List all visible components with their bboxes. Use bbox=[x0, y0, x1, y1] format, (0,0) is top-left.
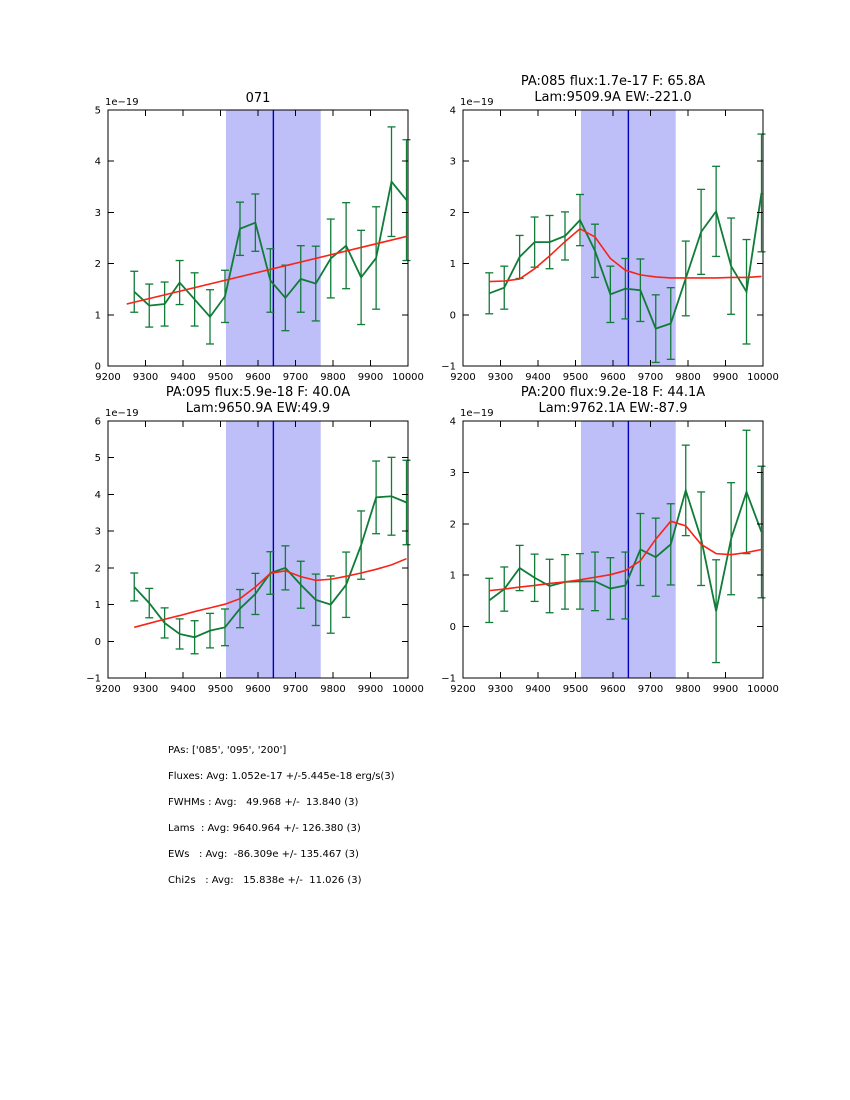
x-tick-label: 9300 bbox=[487, 684, 514, 695]
x-tick-label: 9700 bbox=[282, 372, 309, 383]
y-tick-label: 4 bbox=[94, 489, 101, 501]
y-tick-label: −1 bbox=[441, 361, 456, 373]
x-tick-label: 9200 bbox=[95, 684, 121, 695]
x-tick-label: 9800 bbox=[675, 684, 701, 695]
panel-title-line: PA:085 flux:1.7e-17 F: 65.8A bbox=[520, 74, 706, 89]
axis-scale-label: 1e−19 bbox=[105, 97, 139, 108]
y-tick-label: 1 bbox=[449, 570, 456, 582]
y-tick-label: 1 bbox=[94, 600, 101, 612]
x-tick-label: 9500 bbox=[207, 684, 234, 695]
stats-line-chi2s: Chi2s : Avg: 15.838e +/- 11.026 (3) bbox=[168, 875, 362, 886]
x-tick-label: 10000 bbox=[747, 684, 779, 695]
stats-summary bbox=[168, 744, 395, 900]
panel-title-line: Lam:9762.1A EW:-87.9 bbox=[538, 401, 688, 416]
x-tick-label: 9300 bbox=[132, 372, 159, 383]
y-tick-label: 0 bbox=[449, 622, 456, 634]
stats-line-fwhms: FWHMs : Avg: 49.968 +/- 13.840 (3) bbox=[168, 797, 359, 808]
y-tick-label: 0 bbox=[94, 361, 101, 373]
x-tick-label: 9400 bbox=[170, 372, 196, 383]
stats-line-pas: PAs: ['085', '095', '200'] bbox=[168, 745, 287, 756]
y-tick-label: 1 bbox=[94, 310, 101, 322]
stats-line-fluxes: Fluxes: Avg: 1.052e-17 +/-5.445e-18 erg/s(3) bbox=[168, 771, 395, 782]
x-tick-label: 9200 bbox=[450, 372, 476, 383]
x-tick-label: 9300 bbox=[487, 372, 514, 383]
y-tick-label: 0 bbox=[449, 310, 456, 322]
y-tick-label: 4 bbox=[449, 105, 456, 117]
y-tick-label: 2 bbox=[449, 519, 456, 531]
x-tick-label: 9600 bbox=[245, 372, 271, 383]
x-tick-label: 9600 bbox=[600, 372, 626, 383]
y-tick-label: 3 bbox=[449, 156, 456, 168]
x-tick-label: 9500 bbox=[562, 372, 589, 383]
y-tick-label: 3 bbox=[449, 467, 456, 479]
panel-title-line: PA:200 flux:9.2e-18 F: 44.1A bbox=[520, 385, 706, 400]
x-tick-label: 9600 bbox=[245, 684, 271, 695]
x-tick-label: 9900 bbox=[357, 684, 384, 695]
y-tick-label: −1 bbox=[441, 673, 456, 685]
x-tick-label: 10000 bbox=[392, 372, 424, 383]
axis-scale-label: 1e−19 bbox=[105, 408, 139, 419]
x-tick-label: 9900 bbox=[712, 372, 739, 383]
x-tick-label: 9600 bbox=[600, 684, 626, 695]
x-tick-label: 9200 bbox=[450, 684, 476, 695]
x-tick-label: 9200 bbox=[95, 372, 121, 383]
axis-scale-label: 1e−19 bbox=[460, 97, 494, 108]
panel-title-line: Lam:9650.9A EW:49.9 bbox=[185, 401, 331, 416]
y-tick-label: 4 bbox=[94, 156, 101, 168]
x-tick-label: 9700 bbox=[637, 684, 664, 695]
stats-line-ews: EWs : Avg: -86.309e +/- 135.467 (3) bbox=[168, 849, 359, 860]
x-tick-label: 9800 bbox=[675, 372, 701, 383]
panel-pa-095 bbox=[50, 373, 454, 707]
y-tick-label: 2 bbox=[449, 207, 456, 219]
y-tick-label: 4 bbox=[449, 416, 456, 428]
stats-line-lams: Lams : Avg: 9640.964 +/- 126.380 (3) bbox=[168, 823, 361, 834]
x-tick-label: 10000 bbox=[747, 372, 779, 383]
y-tick-label: 2 bbox=[94, 563, 101, 575]
x-tick-label: 9800 bbox=[320, 684, 346, 695]
panel-title-line: 071 bbox=[245, 91, 271, 106]
panel-071 bbox=[50, 62, 454, 395]
x-tick-label: 9500 bbox=[207, 372, 234, 383]
x-tick-label: 9900 bbox=[357, 372, 384, 383]
y-tick-label: 6 bbox=[94, 416, 101, 428]
x-tick-label: 9900 bbox=[712, 684, 739, 695]
y-tick-label: 5 bbox=[94, 105, 101, 117]
panel-pa-085 bbox=[405, 62, 809, 395]
y-tick-label: 3 bbox=[94, 526, 101, 538]
y-tick-label: 2 bbox=[94, 259, 101, 271]
y-tick-label: −1 bbox=[86, 673, 101, 685]
x-tick-label: 9400 bbox=[170, 684, 196, 695]
x-tick-label: 9700 bbox=[637, 372, 664, 383]
panel-title-line: Lam:9509.9A EW:-221.0 bbox=[534, 90, 692, 105]
x-tick-label: 9500 bbox=[562, 684, 589, 695]
y-tick-label: 0 bbox=[94, 636, 101, 648]
axis-scale-label: 1e−19 bbox=[460, 408, 494, 419]
x-tick-label: 9300 bbox=[132, 684, 159, 695]
y-tick-label: 5 bbox=[94, 453, 101, 465]
x-tick-label: 9800 bbox=[320, 372, 346, 383]
panel-title-line: PA:095 flux:5.9e-18 F: 40.0A bbox=[165, 385, 351, 400]
x-tick-label: 9400 bbox=[525, 372, 551, 383]
x-tick-label: 10000 bbox=[392, 684, 424, 695]
y-tick-label: 3 bbox=[94, 207, 101, 219]
panel-pa-200 bbox=[405, 373, 809, 707]
x-tick-label: 9400 bbox=[525, 684, 551, 695]
y-tick-label: 1 bbox=[449, 259, 456, 271]
x-tick-label: 9700 bbox=[282, 684, 309, 695]
